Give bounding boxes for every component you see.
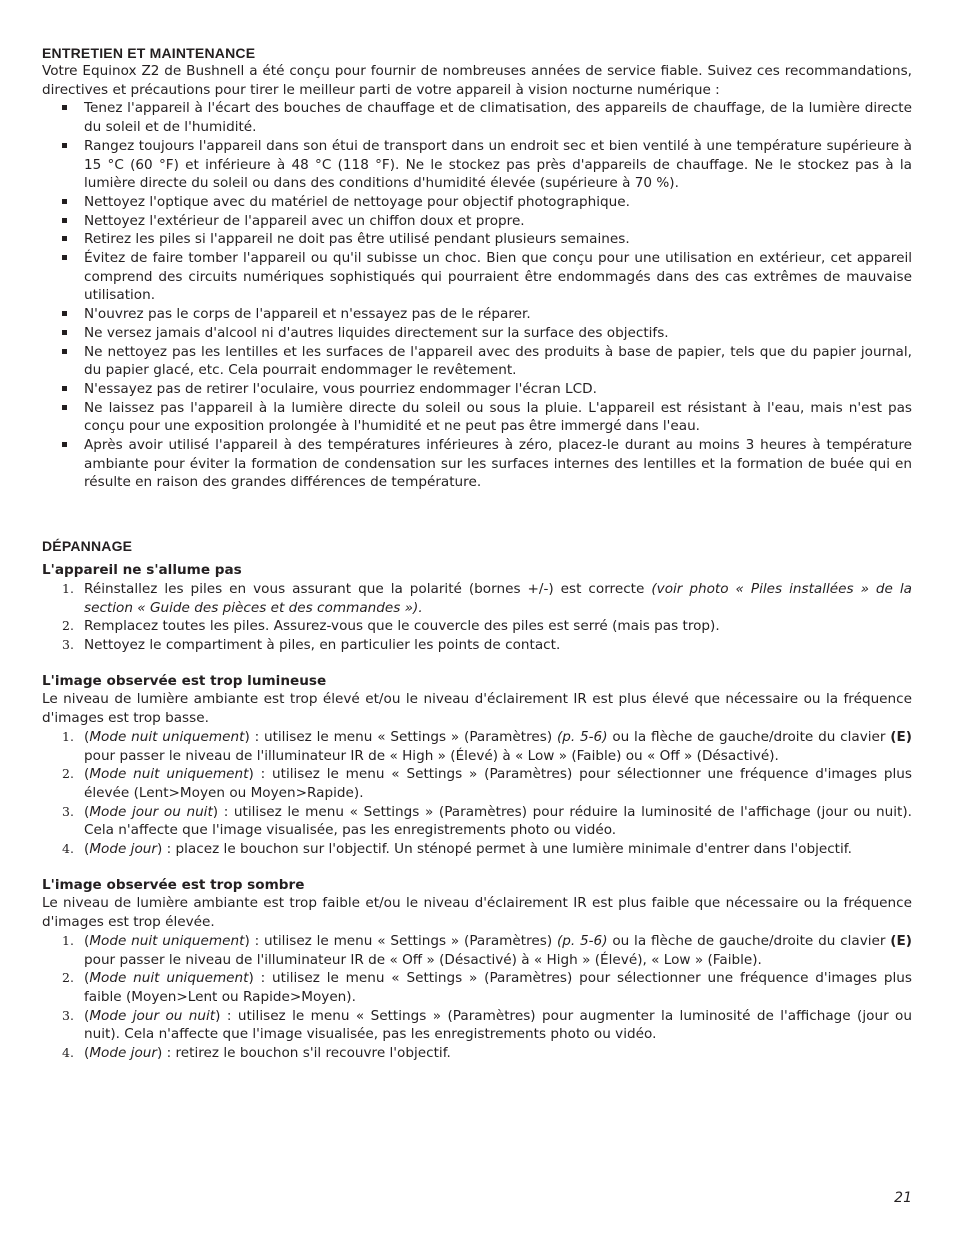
maintenance-heading: ENTRETIEN ET MAINTENANCE xyxy=(42,45,256,61)
item-text: pour passer le niveau de l'illuminateur IR de « Off » (Désactivé) à « High » (Élevé), « Low » (Faible). xyxy=(84,951,762,968)
item-number: 1. xyxy=(62,932,74,948)
mode-label: Mode jour xyxy=(89,1045,157,1062)
item-text: ou la flèche de gauche/droite du clavier xyxy=(607,932,891,949)
key-label: (E) xyxy=(890,728,912,745)
list-item: Tenez l'appareil à l'écart des bouches de chauffage et de climatisation, des appareils de chauffage, de la lumière directe du soleil et de l'humidité. xyxy=(42,99,912,136)
item-number: 1. xyxy=(62,580,74,596)
list-item: Nettoyez l'optique avec du matériel de nettoyage pour objectif photographique. xyxy=(42,193,912,212)
mode-label: Mode nuit uniquement xyxy=(89,766,249,783)
item-number: 1. xyxy=(62,728,74,744)
item-text: ) : utilisez le menu « Settings » (Paramètres) xyxy=(244,728,557,745)
item-number: 2. xyxy=(62,970,74,986)
too-bright-title: L'image observée est trop lumineuse xyxy=(42,672,327,689)
mode-label: Mode nuit uniquement xyxy=(89,728,245,745)
list-item xyxy=(42,969,912,1006)
paren: ( xyxy=(84,766,90,783)
item-text: Remplacez toutes les piles. Assurez-vous que le couvercle des piles est serré (mais pas trop). xyxy=(84,618,720,635)
paren: ( xyxy=(84,1045,90,1062)
item-text: ) : utilisez le menu « Settings » (Paramètres) pour sélectionner une fréquence d'images plus faible (Moyen>Lent ou Rapide>Moyen). xyxy=(84,970,912,1005)
item-text: Réinstallez les piles en vous assurant que la polarité (bornes +/-) est correcte xyxy=(84,580,652,597)
item-number: 3. xyxy=(62,636,74,652)
list-item xyxy=(42,803,912,840)
list-item: Ne nettoyez pas les lentilles et les surfaces de l'appareil avec des produits à base de papier, tels que du papier journal, du papier glacé, etc. Cela pourrait endommager le revêtement. xyxy=(42,343,912,380)
list-item xyxy=(42,1007,912,1044)
page-number: 21 xyxy=(894,1190,912,1206)
list-item xyxy=(42,617,912,636)
paren: ( xyxy=(84,728,90,745)
list-item: Ne versez jamais d'alcool ni d'autres liquides directement sur la surface des objectifs. xyxy=(42,324,912,343)
document-page xyxy=(42,44,912,1063)
too-dark-intro: Le niveau de lumière ambiante est trop faible et/ou le niveau d'éclairement IR est plus faible que nécessaire ou la fréquence d'images est trop élevée. xyxy=(42,895,912,931)
maintenance-list xyxy=(42,99,912,492)
item-number: 4. xyxy=(62,1045,74,1061)
list-item xyxy=(42,1044,912,1063)
list-item: Rangez toujours l'appareil dans son étui de transport dans un endroit sec et bien ventilé à une température supérieure à 15 °C (60 °F) et inférieure à 48 °C (118 °F). Ne le stockez pas près d'appareils de chauffage. Ne le stockez pas à la lumière directe du soleil ou dans des conditions d'humidité élevée (supérieure à 70 %). xyxy=(42,137,912,193)
list-item: Retirez les piles si l'appareil ne doit pas être utilisé pendant plusieurs semaines. xyxy=(42,230,912,249)
paren: ( xyxy=(84,970,90,987)
page-reference: (p. 5-6) xyxy=(556,932,608,949)
item-text: ) : utilisez le menu « Settings » (Paramètres) xyxy=(244,932,557,949)
key-label: (E) xyxy=(890,932,912,949)
too-bright-list xyxy=(42,728,912,859)
item-text: pour passer le niveau de l'illuminateur IR de « High » (Élevé) à « Low » (Faible) ou « Off » (Désactivé). xyxy=(84,747,779,764)
mode-label: Mode jour xyxy=(89,841,157,858)
list-item: N'essayez pas de retirer l'oculaire, vous pourriez endommager l'écran LCD. xyxy=(42,380,912,399)
page-reference: (p. 5-6) xyxy=(556,728,608,745)
item-text: ) : placez le bouchon sur l'objectif. Un sténopé permet à une lumière minimale d'entrer dans l'objectif. xyxy=(156,841,852,858)
item-text: ) : utilisez le menu « Settings » (Paramètres) pour réduire la luminosité de l'affichage (jour ou nuit). Cela n'affecte que l'image visualisée, pas les enregistrements photo ou vidéo. xyxy=(84,803,912,839)
item-text: ) : retirez le bouchon s'il recouvre l'objectif. xyxy=(156,1045,451,1062)
maintenance-intro: Votre Equinox Z2 de Bushnell a été conçu pour fournir de nombreuses années de service fiable. Suivez ces recommandations, directives et précautions pour tirer le meilleur parti de votre appareil à vision nocturne numérique : xyxy=(42,63,912,98)
item-text: ou la flèche de gauche/droite du clavier xyxy=(607,728,891,745)
item-text: ) : utilisez le menu « Settings » (Paramètres) pour sélectionner une fréquence d'images plus élevée (Lent>Moyen ou Moyen>Rapide). xyxy=(84,766,912,801)
list-item xyxy=(42,765,912,802)
no-power-title: L'appareil ne s'allume pas xyxy=(42,562,242,579)
too-bright-intro: Le niveau de lumière ambiante est trop élevé et/ou le niveau d'éclairement IR est plus élevé que nécessaire ou la fréquence d'images est trop basse. xyxy=(42,691,912,727)
mode-label: Mode nuit uniquement xyxy=(89,932,245,949)
list-item: N'ouvrez pas le corps de l'appareil et n'essayez pas de le réparer. xyxy=(42,305,912,324)
list-item xyxy=(42,580,912,617)
too-dark-list xyxy=(42,932,912,1063)
troubleshooting-heading: DÉPANNAGE xyxy=(42,538,133,555)
list-item xyxy=(42,840,912,859)
list-item: Nettoyez l'extérieur de l'appareil avec un chiffon doux et propre. xyxy=(42,212,912,231)
item-text: Nettoyez le compartiment à piles, en particulier les points de contact. xyxy=(84,636,561,653)
mode-label: Mode jour ou nuit xyxy=(89,803,213,820)
too-dark-title: L'image observée est trop sombre xyxy=(42,876,305,893)
paren: ( xyxy=(84,1007,90,1024)
list-item: Après avoir utilisé l'appareil à des températures inférieures à zéro, placez-le durant au moins 3 heures à température ambiante pour éviter la formation de condensation sur les surfaces internes des lentilles et la formation de buée qui en résulte en raison des grandes différences de température. xyxy=(42,436,912,492)
item-number: 3. xyxy=(62,803,74,819)
list-item xyxy=(42,636,912,655)
item-number: 2. xyxy=(62,618,74,634)
mode-label: Mode nuit uniquement xyxy=(89,970,249,987)
list-item: Évitez de faire tomber l'appareil ou qu'il subisse un choc. Bien que conçu pour une utilisation en extérieur, cet appareil comprend des circuits numériques sophistiqués qui pourraient être endommagés dans des cas extrêmes de mauvaise utilisation. xyxy=(42,249,912,305)
item-reference: (voir photo « Piles installées » de la section « Guide des pièces et des commandes »). xyxy=(84,580,913,616)
mode-label: Mode jour ou nuit xyxy=(89,1007,216,1024)
list-item xyxy=(42,728,912,765)
paren: ( xyxy=(84,841,90,858)
item-number: 3. xyxy=(62,1007,74,1023)
no-power-list xyxy=(42,580,912,655)
list-item: Ne laissez pas l'appareil à la lumière directe du soleil ou sous la pluie. L'appareil est résistant à l'eau, mais n'est pas conçu pour une exposition prolongée à l'humidité et ne peut pas être immergé dans l'eau. xyxy=(42,399,912,436)
paren: ( xyxy=(84,803,90,820)
paren: ( xyxy=(84,932,90,949)
item-text: ) : utilisez le menu « Settings » (Paramètres) pour augmenter la luminosité de l'affichage (jour ou nuit). Cela n'affecte que l'image visualisée, pas les enregistrements photo ou vidéo. xyxy=(84,1007,912,1043)
item-number: 2. xyxy=(62,766,74,782)
list-item xyxy=(42,932,912,969)
item-number: 4. xyxy=(62,841,74,857)
